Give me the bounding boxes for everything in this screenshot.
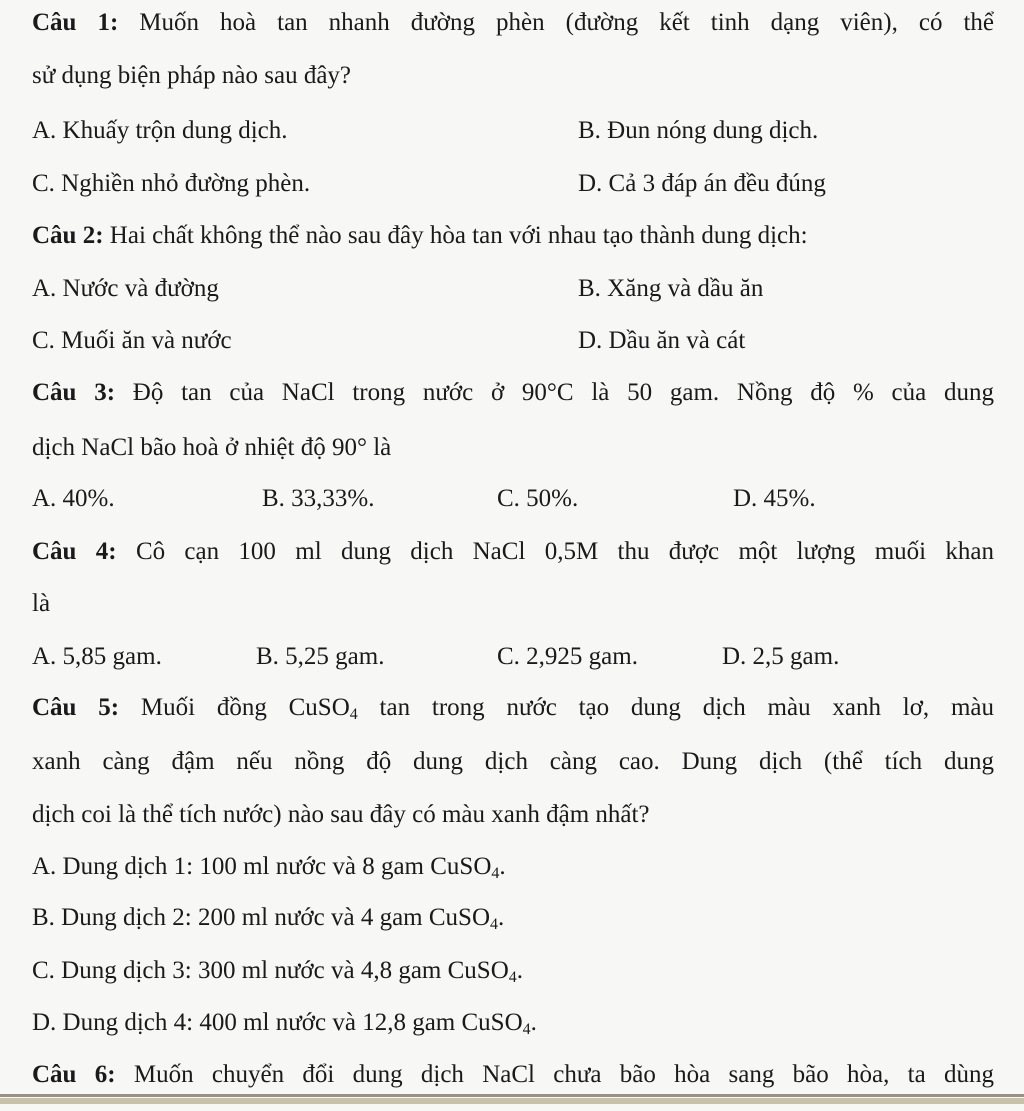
question-5-option-b-end: . (498, 904, 505, 931)
question-1-text: Muốn hoà tan nhanh đường phèn (đường kết tinh dạng viên), có thể (139, 9, 994, 36)
question-3-label: Câu 3: (32, 379, 116, 406)
page-bottom-edge-line (0, 1094, 1024, 1097)
question-2-option-d: D. Dầu ăn và cát (578, 327, 746, 354)
question-4-option-d: D. 2,5 gam. (722, 643, 840, 670)
question-3-text: Độ tan của NaCl trong nước ở 90°C là 50 gam. Nồng độ % của dung (132, 379, 994, 406)
question-1-option-b: B. Đun nóng dung dịch. (578, 117, 819, 144)
question-5-option-b (32, 903, 504, 933)
question-2-text: Hai chất không thể nào sau đây hòa tan với nhau tạo thành dung dịch: (109, 222, 808, 249)
question-2-option-a: A. Nước và đường (32, 275, 219, 302)
question-5-label: Câu 5: (32, 694, 120, 721)
question-4-option-b: B. 5,25 gam. (256, 643, 385, 670)
question-5-option-d-end: . (530, 1009, 537, 1036)
question-3-option-d: D. 45%. (733, 485, 816, 512)
question-3-line-1 (32, 378, 994, 408)
question-3-option-b: B. 33,33%. (262, 485, 375, 512)
question-2-label: Câu 2: (32, 222, 104, 249)
question-5-option-c (32, 956, 523, 986)
question-5-text-post: tan trong nước tạo dung dịch màu xanh lơ, màu (357, 694, 995, 721)
question-5-option-a-sub: 4 (491, 865, 500, 882)
question-3-option-c: C. 50%. (497, 485, 579, 512)
question-5-option-c-end: . (516, 957, 523, 984)
question-1-option-c: C. Nghiền nhỏ đường phèn. (32, 170, 311, 197)
question-5-option-d-text: D. Dung dịch 4: 400 ml nước và 12,8 gam CuSO (32, 1009, 523, 1036)
page-bottom-edge (0, 1098, 1024, 1104)
question-4-line-1 (32, 537, 994, 567)
question-1-line-2: sử dụng biện pháp nào sau đây? (32, 62, 352, 89)
question-5-option-c-sub: 4 (508, 969, 517, 986)
question-4-label: Câu 4: (32, 538, 117, 565)
question-1-label: Câu 1: (32, 9, 119, 36)
question-5-option-b-text: B. Dung dịch 2: 200 ml nước và 4 gam CuSO (32, 904, 490, 931)
question-5-text-pre: Muối đồng CuSO (140, 694, 350, 721)
question-4-option-a: A. 5,85 gam. (32, 643, 162, 670)
question-5-line-1 (32, 693, 994, 723)
question-5-text-subscript: 4 (349, 706, 358, 723)
question-6-label: Câu 6: (32, 1061, 116, 1088)
question-6-line-1 (32, 1060, 994, 1090)
question-5-line-3: dịch coi là thể tích nước) nào sau đây có màu xanh đậm nhất? (32, 801, 650, 828)
question-1-line-1 (32, 8, 994, 38)
question-2-option-b: B. Xăng và dầu ăn (578, 275, 764, 302)
question-5-option-a (32, 852, 506, 882)
question-4-option-c: C. 2,925 gam. (497, 643, 638, 670)
question-4-line-2: là (32, 590, 51, 617)
question-4-text: Cô cạn 100 ml dung dịch NaCl 0,5M thu được một lượng muối khan (135, 538, 994, 565)
question-6-text: Muốn chuyển đổi dung dịch NaCl chưa bão hòa sang bão hòa, ta dùng (133, 1061, 994, 1088)
question-5-option-a-end: . (499, 853, 506, 880)
question-5-line-2: xanh càng đậm nếu nồng độ dung dịch càng cao. Dung dịch (thể tích dung (32, 748, 994, 775)
question-1-option-d: D. Cả 3 đáp án đều đúng (578, 170, 826, 197)
question-3-option-a: A. 40%. (32, 485, 115, 512)
question-5-option-b-sub: 4 (490, 916, 498, 933)
question-5-option-c-text: C. Dung dịch 3: 300 ml nước và 4,8 gam CuSO (32, 957, 509, 984)
question-3-line-2: dịch NaCl bão hoà ở nhiệt độ 90° là (32, 434, 392, 461)
question-5-option-d-sub: 4 (522, 1021, 531, 1038)
question-2-line-1 (32, 221, 994, 251)
question-2-option-c: C. Muối ăn và nước (32, 327, 232, 354)
question-1-option-a: A. Khuấy trộn dung dịch. (32, 117, 288, 144)
question-5-option-d (32, 1008, 537, 1038)
question-5-option-a-text: A. Dung dịch 1: 100 ml nước và 8 gam CuSO (32, 853, 492, 880)
